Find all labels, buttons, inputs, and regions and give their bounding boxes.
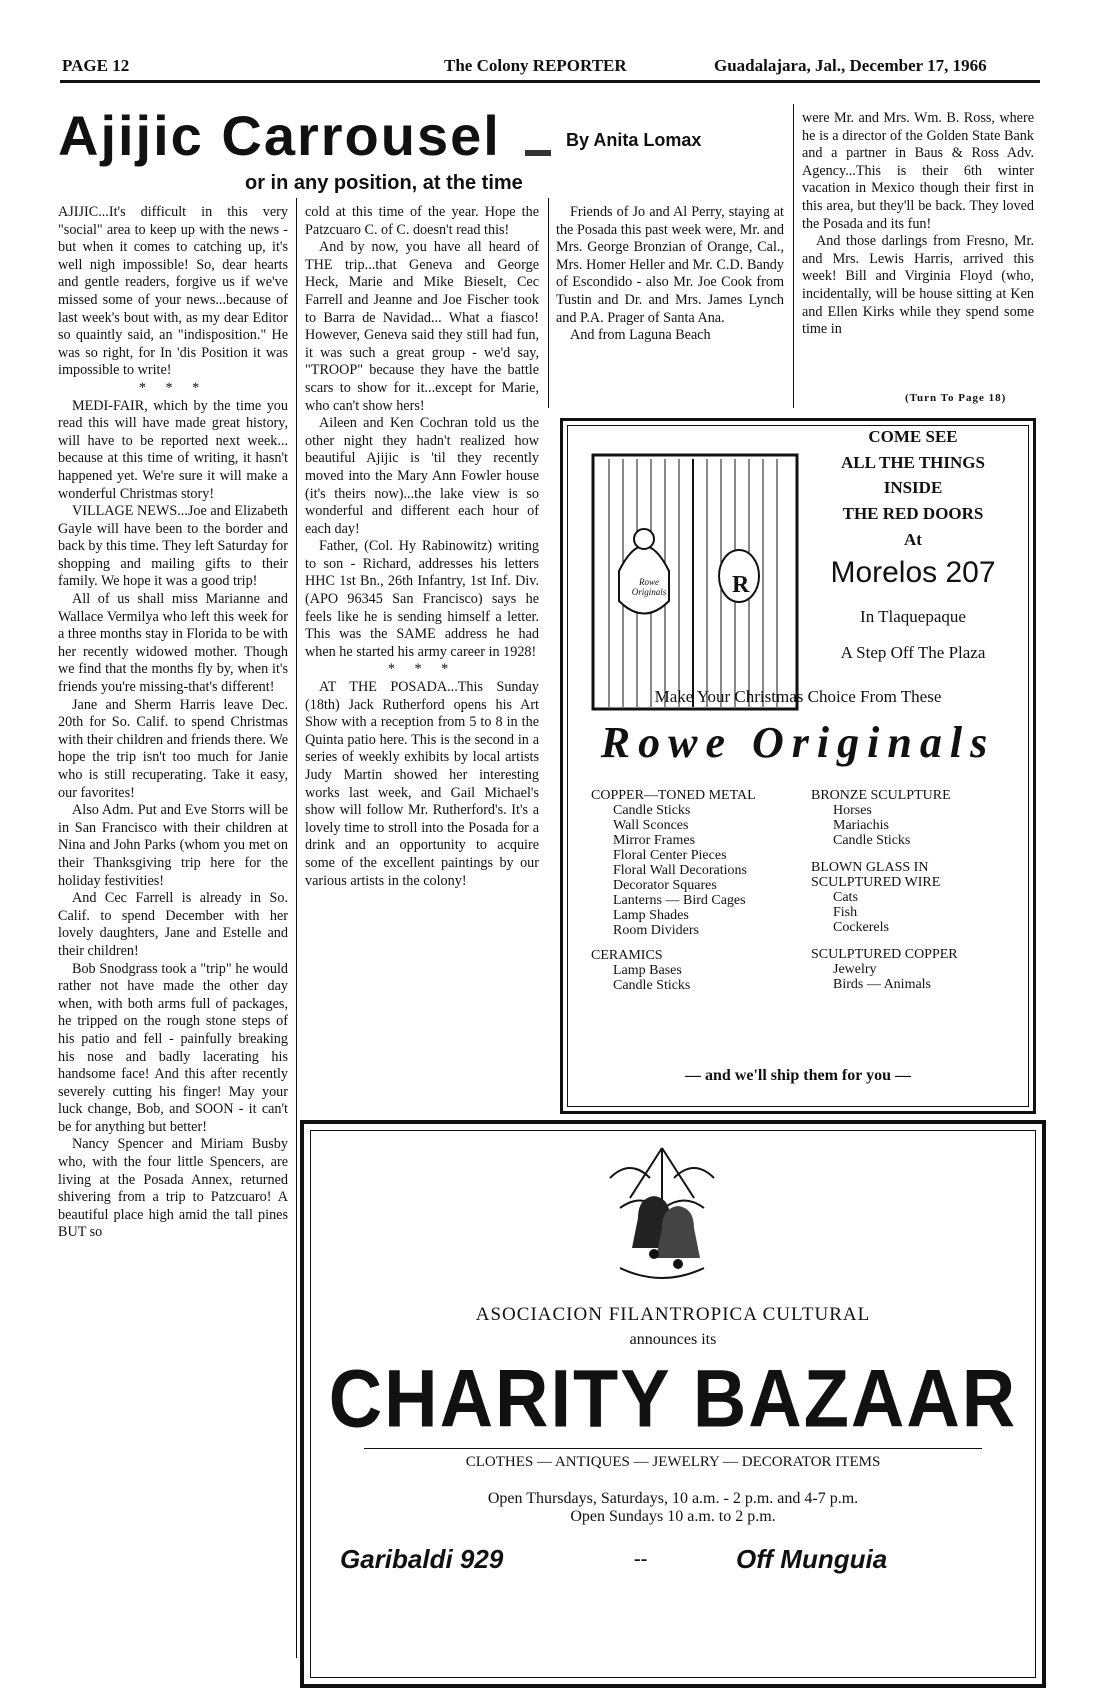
list-heading: BLOWN GLASS IN SCULPTURED WIRE	[811, 860, 941, 890]
article-column-4	[802, 110, 1034, 339]
list-item: Lanterns — Bird Cages	[613, 893, 746, 908]
paragraph: Father, (Col. Hy Rabinowitz) writing to son - Richard, addresses his letters HHC 1st Bn., 26th Infantry, 1st Inf. Div. (APO 96345 San Francisco) says he feels like he is sending himself a letter. This was the SAME address he had when he started his army career in 1928!	[305, 538, 539, 660]
paragraph: All of us shall miss Marianne and Wallace Vermilya who left this week for a three months stay in Florida to be with her recently widowed mother. Though we find that the months fly by, when it's friends you're missing-that's different!	[58, 591, 288, 696]
list-item: Cockerels	[833, 920, 889, 935]
separator-stars: * * *	[387, 661, 457, 678]
list-heading: COPPER—TONED METAL	[591, 788, 756, 803]
paragraph: Aileen and Ken Cochran told us the other night they hadn't realized how beautiful Ajijic is 'til they recently moved into the Mary Ann Fowler house (it's theirs now)...the lake view is so wonderful and different each hour of each day!	[305, 415, 539, 537]
door-letter: R	[732, 572, 750, 598]
bazaar-dash: --	[634, 1548, 648, 1570]
paragraph: Bob Snodgrass took a "trip" he would rather not have made the other day when, with both arms full of packages, he tripped on the rough stone steps of his patio and fell - painfully breaking his nose and badly lacerating his handsome face! And this after recently severely cutting his finger! May your luck change, Bob, and SOON - it can't be for anything but better!	[58, 960, 288, 1135]
ad-red-doors: THE RED DOORS	[842, 504, 984, 523]
paragraph: were Mr. and Mrs. Wm. B. Ross, where he is a director of the Golden State Bank and a partner in Baus & Ross Adv. Agency...This is their 6th winter vacation in Mexico though their first in this area, but they'll be back. They loved the Posada and its fun!	[802, 110, 1034, 232]
ad-brand: Rowe Originals	[600, 718, 996, 767]
column-subtitle: or in any position, at the time	[245, 172, 523, 194]
list-item: Cats	[833, 890, 858, 905]
christmas-bells-icon	[590, 1138, 734, 1288]
column-rule	[793, 104, 794, 408]
ad-inside: INSIDE	[883, 478, 943, 497]
bazaar-headline: CHARITY BAZAAR	[328, 1352, 1018, 1445]
list-item: Candle Sticks	[613, 803, 691, 818]
article-column-1	[58, 204, 288, 1242]
list-item: Horses	[833, 803, 872, 818]
article-column-3	[556, 204, 784, 345]
paragraph: MEDI-FAIR, which by the time you read this will have made great history, will have to be reported next week... because at this time of writing, it hasn't happened yet. We're sure it will make a wonderful Christmas story!	[58, 397, 288, 502]
page-number: PAGE 12	[62, 56, 130, 75]
ad-address: Morelos 207	[830, 556, 996, 589]
header-rule	[60, 80, 1040, 83]
paragraph: And from Laguna Beach	[570, 327, 711, 344]
divider	[364, 1448, 982, 1449]
list-item: Fish	[833, 905, 858, 920]
product-list-right	[811, 788, 1021, 992]
pen-icon	[525, 150, 551, 156]
bazaar-organization: ASOCIACION FILANTROPICA CULTURAL	[475, 1304, 871, 1325]
list-item: Mirror Frames	[613, 833, 696, 848]
paragraph: AT THE POSADA...This Sunday (18th) Jack Rutherford opens his Art Show with a reception from 5 to 8 in the Quinta patio here. This is the second in a series of weekly exhibits by local artists Judy Martin showed her interesting works last week, and Gail Michael's show will follow Mr. Rutherford's. It's a lovely time to stroll into the Posada for a drink and an opportunity to acquire some of the excellent paintings by our various artists in the colony!	[305, 679, 539, 889]
paragraph: Jane and Sherm Harris leave Dec. 20th for So. Calif. to spend Christmas with their children and friends there. We hope the trip isn't too much for Janie who is still recuperating. Take it easy, our favorites!	[58, 696, 288, 801]
paragraph: Also Adm. Put and Eve Storrs will be in San Francisco with their children at Nina and John Parks (whom you met on their Thanksgiving trip here for the holiday festivities!	[58, 802, 288, 889]
bazaar-hours-sunday: Open Sundays 10 a.m. to 2 p.m.	[570, 1508, 776, 1525]
ad-ship-note: — and we'll ship them for you —	[685, 1067, 911, 1084]
column-rule	[296, 198, 297, 1658]
article-column-2	[305, 204, 539, 890]
paragraph: And Cec Farrell is already in So. Calif. to spend December with her lovely daughters, Jane and Estelle and their children!	[58, 890, 288, 959]
paragraph: AJIJIC...It's difficult in this very "social" area to keep up with the news - but when it comes to catching up, it's well nigh impossible! So, dear hearts and gentle readers, forgive us if we've missed some of your news...because of last week's bout with, as my dear Editor so quaintly said, an "indisposition." He was so right, for In 'dis Position it was impossible to write!	[58, 204, 288, 379]
product-list-left	[591, 788, 811, 993]
red-doors-illustration	[589, 451, 801, 713]
byline: By Anita Lomax	[566, 130, 702, 150]
list-item: Floral Center Pieces	[613, 848, 727, 863]
door-sign: Rowe Originals	[631, 577, 667, 597]
list-item: Floral Wall Decorations	[613, 863, 747, 878]
column-title: Ajijic Carrousel	[58, 104, 501, 167]
list-heading: SCULPTURED COPPER	[811, 947, 958, 962]
list-item: Decorator Squares	[613, 878, 717, 893]
list-item: Candle Sticks	[833, 833, 911, 848]
ad-come-see: COME SEE	[868, 427, 958, 446]
list-heading: BRONZE SCULPTURE	[811, 788, 951, 803]
ad-town: In Tlaquepaque	[860, 607, 966, 626]
separator-stars: * * *	[138, 379, 208, 396]
dateline: Guadalajara, Jal., December 17, 1966	[714, 56, 987, 75]
list-item: Lamp Bases	[613, 963, 682, 978]
paragraph: Friends of Jo and Al Perry, staying at the Posada this past week were, Mr. and Mrs. George Bronzian of Orange, Cal., Mrs. Homer Heller and Mr. C.D. Bandy of Escondido - also Mr. Joe Cook from Tustin and Dr. and Mrs. James Lynch and P.A. Prager of Santa Ana.	[556, 204, 784, 326]
bazaar-cross-street: Off Munguia	[736, 1544, 888, 1574]
list-item: Jewelry	[833, 962, 877, 977]
ad-make-choice: Make Your Christmas Choice From These	[654, 687, 942, 706]
paragraph: VILLAGE NEWS...Joe and Elizabeth Gayle will have been to the border and back by this time. They left Saturday for shopping and mailing gifts to their family. We hope it was a good trip!	[58, 503, 288, 590]
bazaar-items: CLOTHES — ANTIQUES — JEWELRY — DECORATOR ITEMS	[465, 1454, 881, 1470]
bazaar-street: Garibaldi 929	[340, 1544, 504, 1574]
list-item: Wall Sconces	[613, 818, 689, 833]
ad-step-off: A Step Off The Plaza	[840, 643, 986, 662]
paragraph: And by now, you have all heard of THE trip...that Geneva and George Heck, Marie and Mike Bieselt, Cec Farrell and Jeanne and Joe Fischer took to Barra de Navidad... What a fiasco! However, Geneva said they still had fun, it was such a great group - we'd say, "TROOP" because they have the battle scars to show for it...except for Marie, who can't show hers!	[305, 239, 539, 414]
list-item: Mariachis	[833, 818, 889, 833]
ad-at: At	[904, 530, 922, 549]
bazaar-hours-weekdays: Open Thursdays, Saturdays, 10 a.m. - 2 p.m. and 4-7 p.m.	[487, 1490, 859, 1507]
bazaar-announces: announces its	[629, 1331, 717, 1348]
list-heading: CERAMICS	[591, 948, 663, 963]
list-item: Candle Sticks	[613, 978, 691, 993]
column-rule	[548, 198, 549, 408]
paragraph: Nancy Spencer and Miriam Busby who, with the four little Spencers, are living at the Posada Annex, returned shivering from a trip to Patzcuaro! A beautiful place high amid the tall pines BUT so	[58, 1136, 288, 1241]
list-item: Lamp Shades	[613, 908, 689, 923]
charity-bazaar-ad	[300, 1120, 1046, 1688]
paragraph: cold at this time of the year. Hope the Patzcuaro C. of C. doesn't read this!	[305, 204, 539, 238]
list-item: Room Dividers	[613, 923, 699, 938]
newspaper-name: The Colony REPORTER	[444, 56, 627, 75]
list-item: Birds — Animals	[833, 977, 932, 992]
ad-all-things: ALL THE THINGS	[841, 453, 985, 472]
rowe-originals-ad	[560, 418, 1036, 1114]
paragraph: And those darlings from Fresno, Mr. and Mrs. Lewis Harris, arrived this week! Bill and Virginia Floyd (who, incidentally, will be house sitting at Ken and Ellen Kirks while they spend some time in	[802, 233, 1034, 338]
continued-note: (Turn To Page 18)	[905, 392, 1007, 404]
